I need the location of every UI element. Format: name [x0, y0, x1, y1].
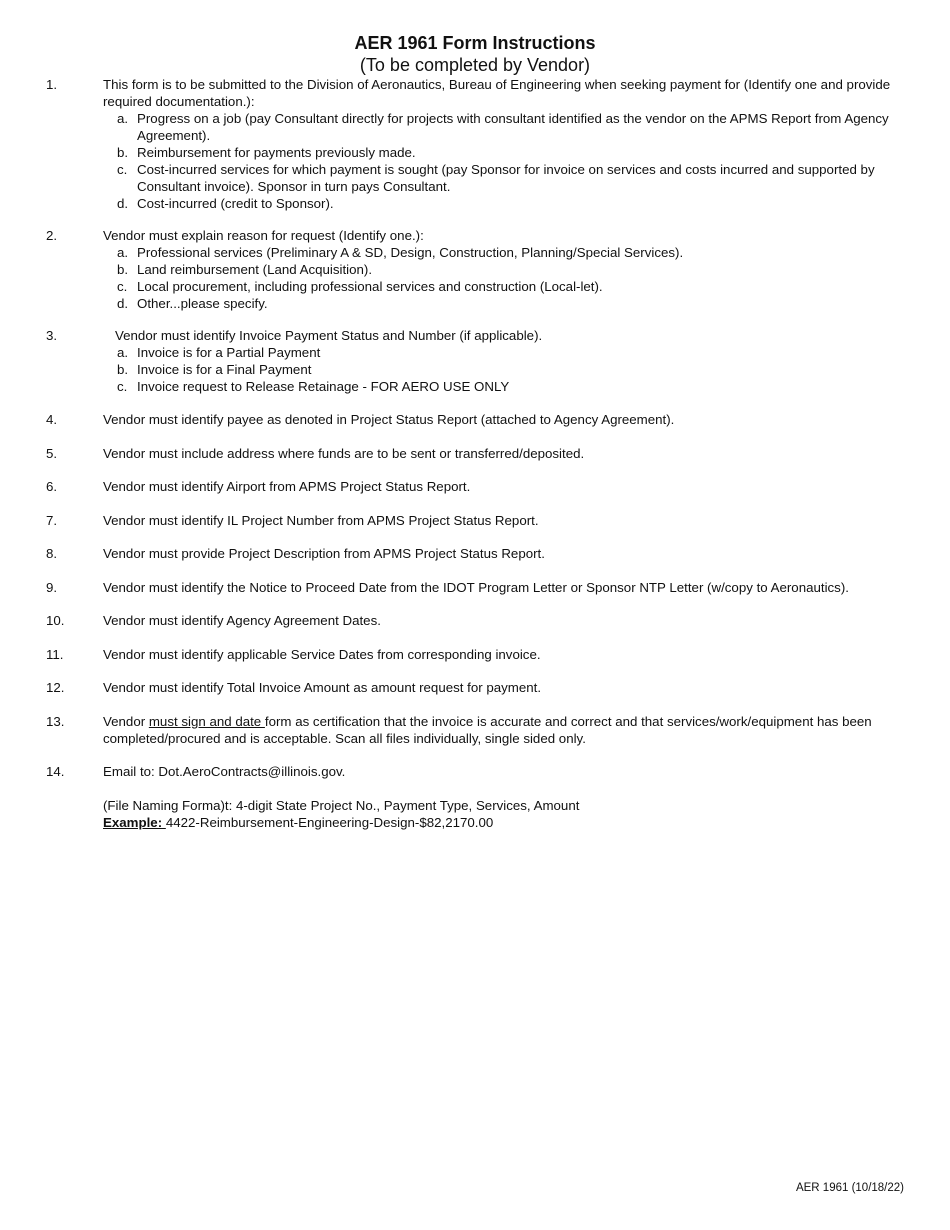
item-text: Vendor must identify the Notice to Proceed Date from the IDOT Program Letter or Sponsor NTP Letter (w/copy to Aeronautics).: [103, 580, 849, 595]
instruction-item-6: [0, 478, 950, 495]
sub-letter: b.: [117, 145, 129, 160]
item-text: Vendor must identify Total Invoice Amount as amount request for payment.: [103, 680, 542, 695]
sub-text: Invoice is for a Partial Payment: [137, 345, 321, 360]
sub-item-2a: [117, 244, 917, 261]
item-number: 4.: [46, 412, 58, 427]
item-number: 13.: [46, 714, 65, 729]
sub-letter: a.: [117, 245, 129, 260]
sub-item-2c: [117, 278, 917, 295]
sub-text: Reimbursement for payments previously made.: [137, 145, 416, 160]
sub-text: Cost-incurred (credit to Sponsor).: [137, 196, 334, 211]
file-naming-note: [103, 797, 903, 831]
sub-item-3b: [117, 361, 917, 378]
instruction-item-4: [0, 411, 950, 428]
sub-item-1a: [117, 110, 917, 144]
item-number: 3.: [46, 328, 58, 343]
item-text: Vendor must provide Project Description from APMS Project Status Report.: [103, 546, 545, 561]
sub-text: Cost-incurred services for which payment is sought (pay Sponsor for invoice on services and costs incurred and supported by Consultant invoice). Sponsor in turn pays Consultant.: [137, 162, 875, 194]
sub-item-2b: [117, 261, 917, 278]
sub-item-1b: [117, 144, 917, 161]
form-footer-id: AER 1961 (10/18/22): [795, 1182, 904, 1194]
instruction-item-11: [0, 646, 950, 663]
sub-item-3a: [117, 344, 917, 361]
item-number: 7.: [46, 513, 58, 528]
instruction-item-13: [0, 713, 950, 747]
example-value: 4422-Reimbursement-Engineering-Design-$82,2170.00: [165, 815, 494, 830]
item-text: Vendor must include address where funds are to be sent or transferred/deposited.: [103, 446, 585, 461]
sub-item-3c: [117, 378, 917, 395]
instruction-item-8: [0, 545, 950, 562]
sub-letter: d.: [117, 196, 129, 211]
item-number: 10.: [46, 613, 65, 628]
sub-item-1c: [117, 161, 917, 195]
file-naming-example: [103, 814, 903, 831]
sub-text: Local procurement, including professional services and construction (Local-let).: [137, 279, 603, 294]
sub-letter: c.: [117, 162, 128, 177]
sub-letter: c.: [117, 279, 128, 294]
sub-text: Land reimbursement (Land Acquisition).: [137, 262, 373, 277]
instruction-item-14: [0, 763, 950, 780]
sub-text: Invoice request to Release Retainage - FOR AERO USE ONLY: [137, 379, 510, 394]
item-number: 6.: [46, 479, 58, 494]
sub-letter: b.: [117, 262, 129, 277]
item-number: 1.: [46, 77, 58, 92]
item-text: Vendor must identify Agency Agreement Dates.: [103, 613, 381, 628]
item-number: 8.: [46, 546, 58, 561]
sub-item-1d: [117, 195, 917, 212]
item-text: Vendor must identify payee as denoted in Project Status Report (attached to Agency Agreement).: [103, 412, 675, 427]
instruction-item-9: [0, 579, 950, 596]
example-label: Example:: [103, 815, 166, 830]
item-text: This form is to be submitted to the Division of Aeronautics, Bureau of Engineering when seeking payment for (Identify one and provide required documentation.):: [103, 77, 891, 109]
sub-text: Other...please specify.: [137, 296, 268, 311]
underlined-text: must sign and date: [148, 714, 265, 729]
instruction-item-12: [0, 679, 950, 696]
text-post: form as certification that the invoice is accurate and correct and that services/work/equipment has been completed/procured and is acceptable. Scan all files individually, single sided only.: [103, 714, 872, 746]
sub-text: Invoice is for a Final Payment: [137, 362, 312, 377]
page-title: AER 1961 Form Instructions: [354, 33, 596, 53]
sub-text: Progress on a job (pay Consultant directly for projects with consultant identified as the vendor on the APMS Report from Agency Agreement).: [137, 111, 889, 143]
text-pre: Vendor: [103, 714, 149, 729]
instruction-item-5: [0, 445, 950, 462]
item-text: Vendor must identify Airport from APMS Project Status Report.: [103, 479, 471, 494]
page-subtitle: (To be completed by Vendor): [359, 55, 591, 75]
item-number: 5.: [46, 446, 58, 461]
instruction-item-3: [0, 327, 950, 395]
file-naming-format: (File Naming Forma)t: 4-digit State Project No., Payment Type, Services, Amount: [103, 798, 580, 813]
item-number: 12.: [46, 680, 65, 695]
sub-text: Professional services (Preliminary A & SD, Design, Construction, Planning/Special Services).: [137, 245, 684, 260]
instruction-item-10: [0, 612, 950, 629]
item-text: Vendor must identify Invoice Payment Status and Number (if applicable).: [115, 328, 543, 343]
sub-letter: b.: [117, 362, 129, 377]
item-number: 14.: [46, 764, 65, 779]
item-number: 2.: [46, 228, 58, 243]
instruction-item-7: [0, 512, 950, 529]
item-number: 11.: [46, 647, 64, 662]
item-text: Vendor must identify applicable Service Dates from corresponding invoice.: [103, 647, 541, 662]
sub-letter: a.: [117, 345, 129, 360]
instruction-item-1: [0, 76, 950, 212]
item-text: [103, 713, 903, 747]
sub-letter: d.: [117, 296, 129, 311]
item-text: Vendor must identify IL Project Number from APMS Project Status Report.: [103, 513, 539, 528]
item-text: Vendor must explain reason for request (Identify one.):: [103, 228, 424, 243]
sub-letter: c.: [117, 379, 128, 394]
sub-letter: a.: [117, 111, 129, 126]
instruction-item-2: [0, 227, 950, 312]
item-text: Email to: Dot.AeroContracts@illinois.gov.: [103, 764, 346, 779]
sub-item-2d: [117, 295, 917, 312]
item-number: 9.: [46, 580, 58, 595]
